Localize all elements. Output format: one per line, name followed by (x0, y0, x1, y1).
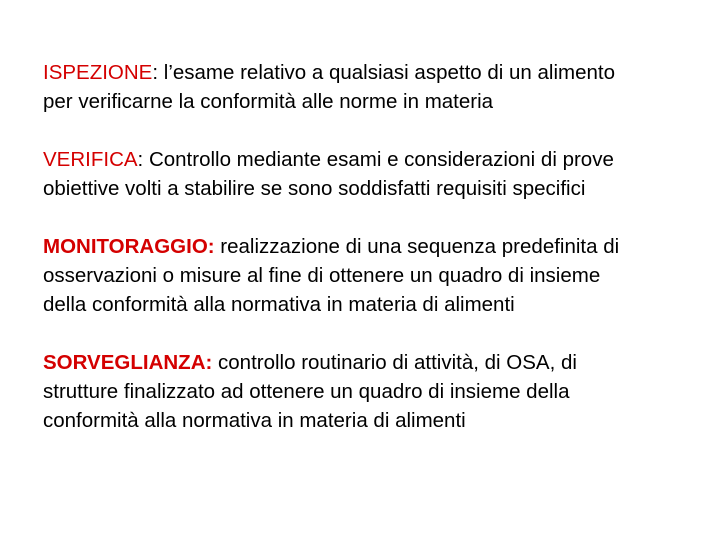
definition-line: conformità alla normativa in materia di alimenti (43, 409, 466, 432)
definition-line (43, 145, 718, 174)
term-separator: : (152, 61, 159, 84)
term-ispezione: ISPEZIONE (43, 61, 153, 84)
definition-line: della conformità alla normativa in materia di alimenti (43, 293, 515, 316)
definition-text: l’esame relativo a qualsiasi aspetto di un alimento (158, 61, 616, 84)
definition-line (43, 58, 718, 87)
term-sorveglianza: SORVEGLIANZA: (43, 351, 213, 374)
definition-line: obiettive volti a stabilire se sono soddisfatti requisiti specifici (43, 177, 586, 200)
definition-line (43, 348, 718, 377)
term-monitoraggio: MONITORAGGIO: (43, 235, 215, 258)
definition-line: strutture finalizzato ad ottenere un quadro di insieme della (43, 380, 570, 403)
definition-line: osservazioni o misure al fine di ottenere un quadro di insieme (43, 264, 601, 287)
definition-line (43, 232, 718, 261)
definition-sorveglianza (43, 348, 718, 435)
term-separator: : (137, 148, 144, 171)
definition-text: controllo routinario di attività, di OSA, di (212, 351, 577, 374)
definition-monitoraggio (43, 232, 718, 319)
definition-ispezione (43, 58, 718, 116)
term-verifica: VERIFICA (43, 148, 138, 171)
definition-line: per verificarne la conformità alle norme in materia (43, 90, 494, 113)
definition-verifica (43, 145, 718, 203)
definition-text: Controllo mediante esami e considerazioni di prove (143, 148, 614, 171)
definitions-list (43, 58, 718, 464)
definition-text: realizzazione di una sequenza predefinita di (214, 235, 620, 258)
